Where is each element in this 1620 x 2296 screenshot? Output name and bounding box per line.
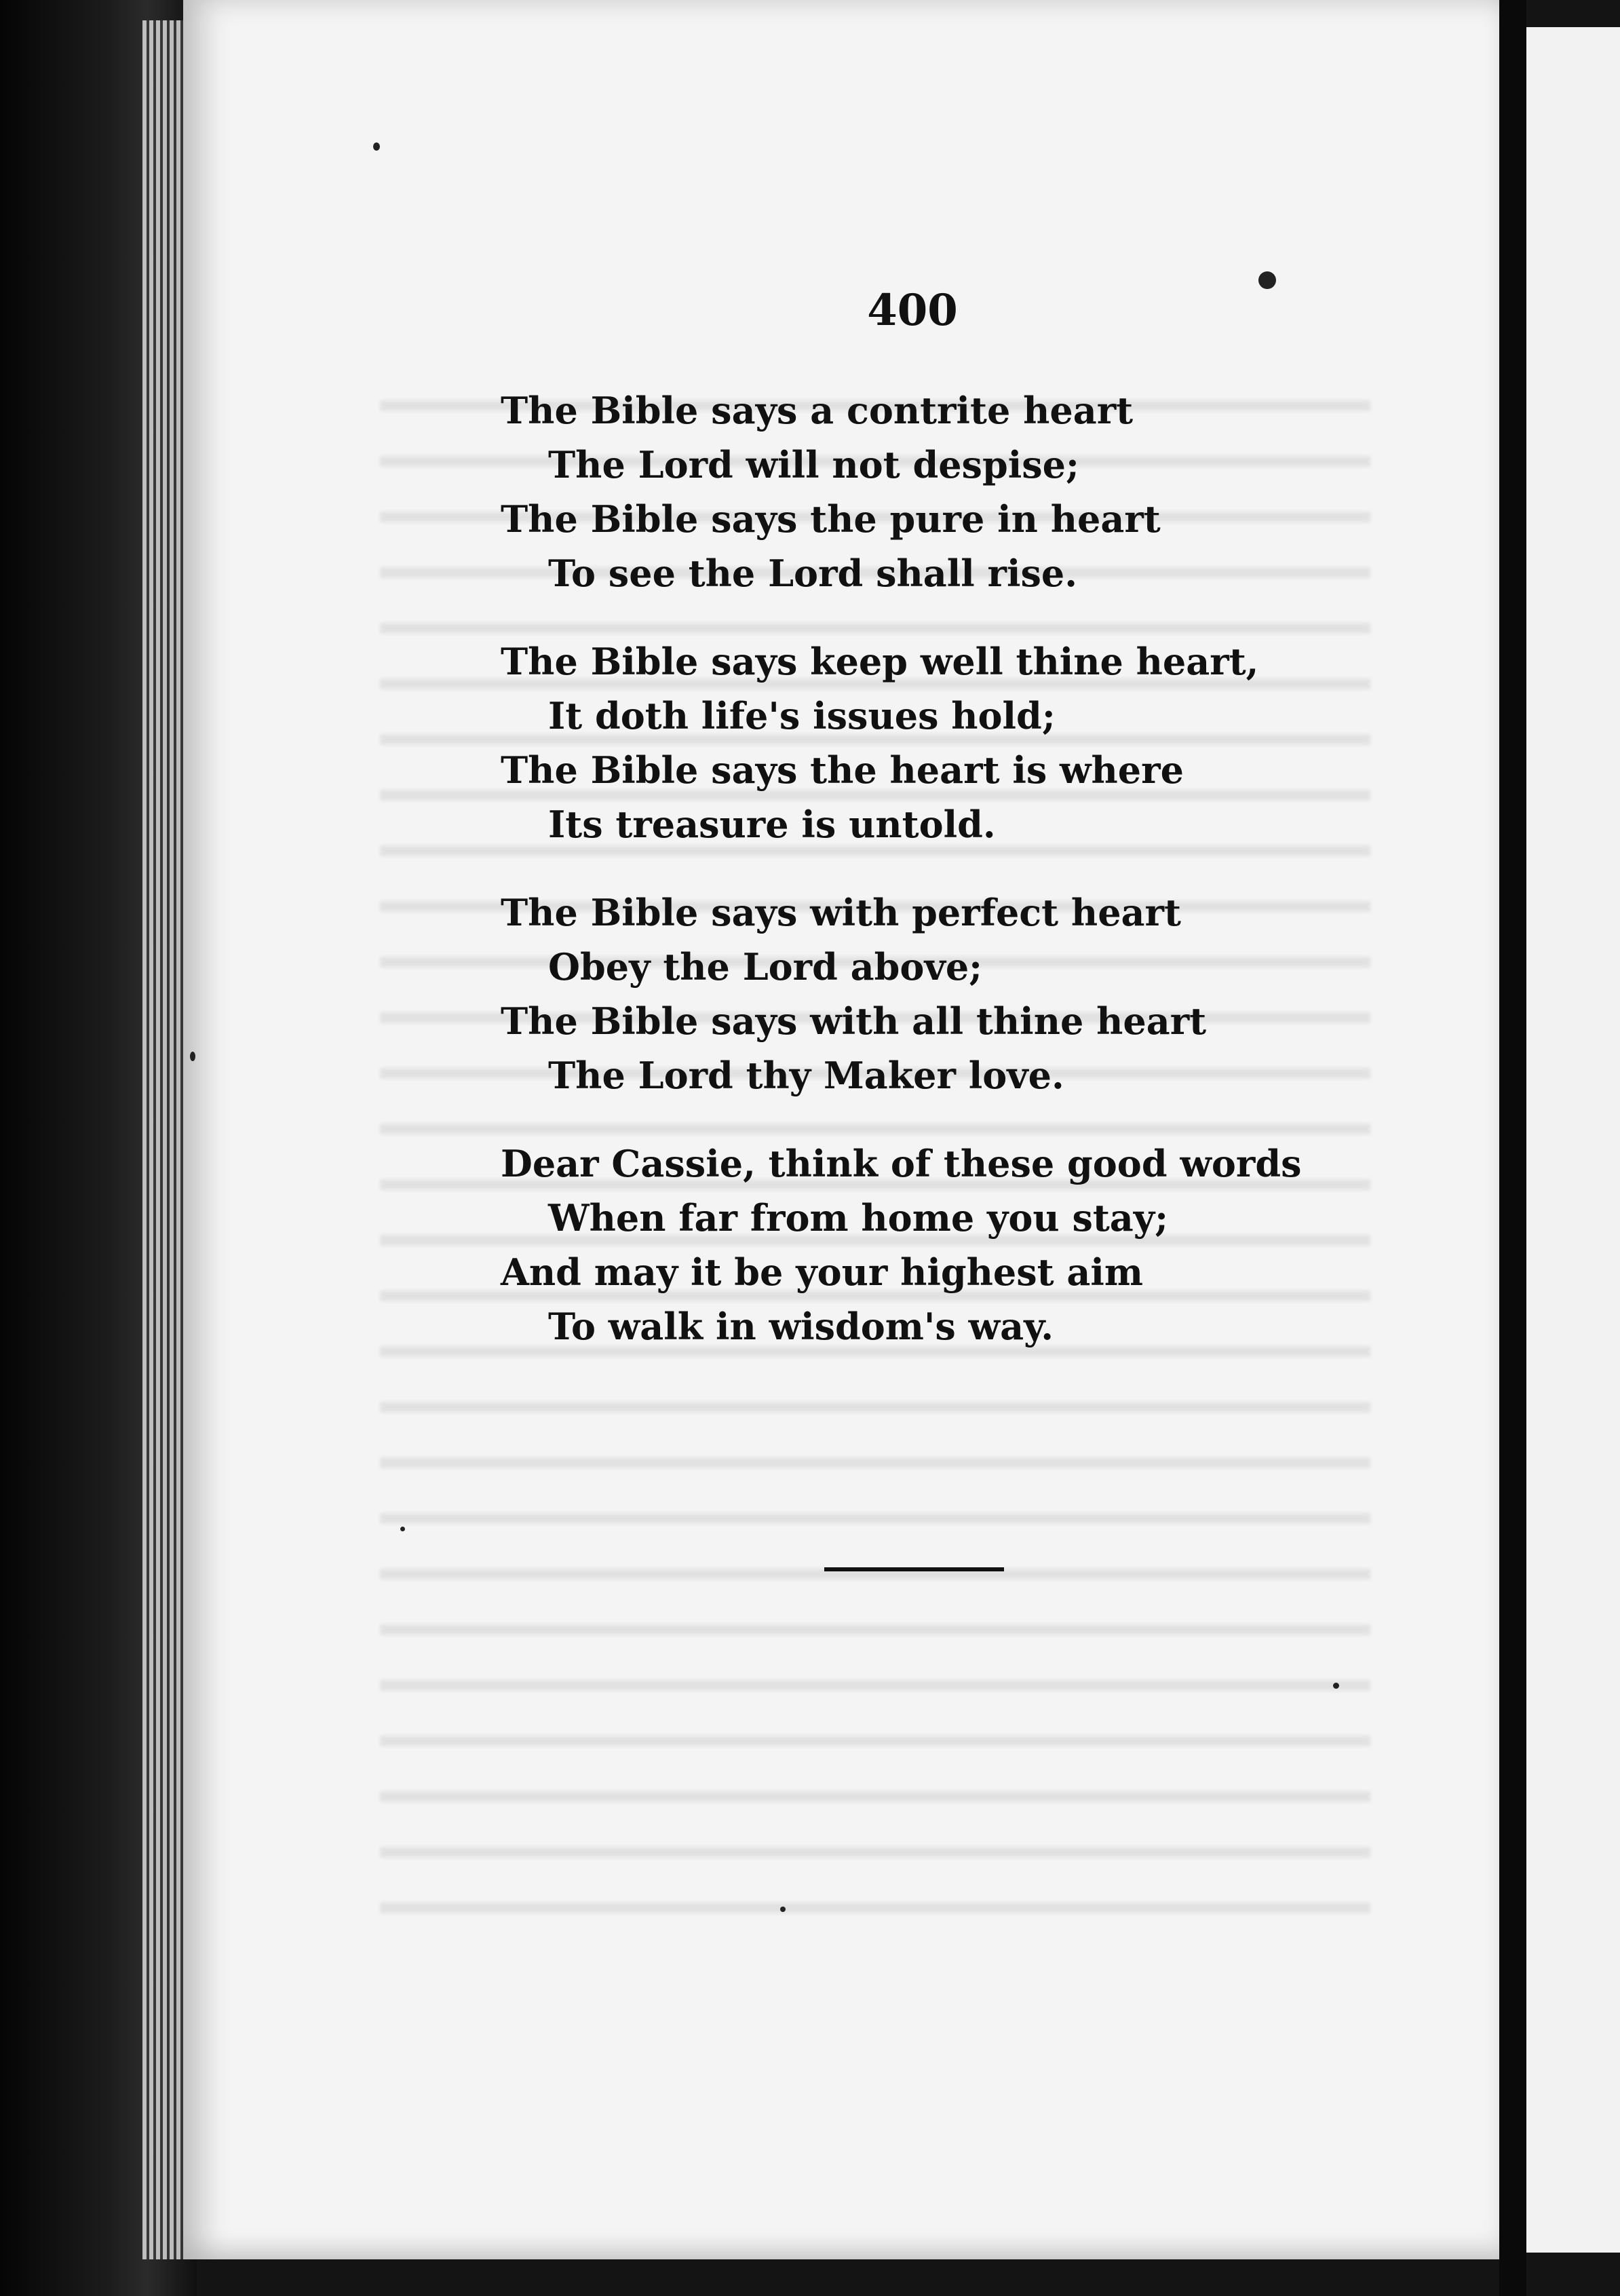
ink-speck (373, 142, 380, 151)
poem-line: The Lord thy Maker love. (548, 1054, 1064, 1097)
poem-line: Obey the Lord above; (548, 945, 983, 989)
poem-line: It doth life's issues hold; (548, 694, 1056, 738)
section-divider-rule (824, 1567, 1004, 1571)
ink-speck (780, 1907, 786, 1912)
ink-speck (400, 1527, 405, 1531)
poem-line: When far from home you stay; (548, 1196, 1169, 1240)
poem-line: The Bible says the pure in heart (501, 497, 1161, 541)
poem-line: Its treasure is untold. (548, 803, 996, 846)
poem-line: The Bible says a contrite heart (501, 389, 1134, 432)
page-number: 400 (867, 285, 958, 336)
stanza (501, 885, 1383, 1103)
poem (501, 383, 1383, 1388)
gutter-shadow (1499, 0, 1526, 2296)
poem-line: Dear Cassie, think of these good words (501, 1142, 1302, 1185)
ink-speck (1258, 271, 1276, 289)
poem-line: To walk in wisdom's way. (548, 1305, 1054, 1348)
poem-line: The Bible says the heart is where (501, 748, 1184, 792)
poem-line: And may it be your highest aim (501, 1250, 1144, 1294)
poem-line: The Bible says with all thine heart (501, 999, 1207, 1043)
poem-line: The Bible says with perfect heart (501, 891, 1181, 934)
poem-line: The Bible says keep well thine heart, (501, 640, 1259, 683)
ink-speck (190, 1052, 195, 1061)
ink-speck (1333, 1683, 1339, 1689)
stanza (501, 634, 1383, 852)
stanza (501, 1136, 1383, 1354)
poem-line: The Lord will not despise; (548, 443, 1079, 486)
poem-line: To see the Lord shall rise. (548, 552, 1078, 595)
stanza (501, 383, 1383, 600)
facing-page-edge (1526, 27, 1620, 2253)
